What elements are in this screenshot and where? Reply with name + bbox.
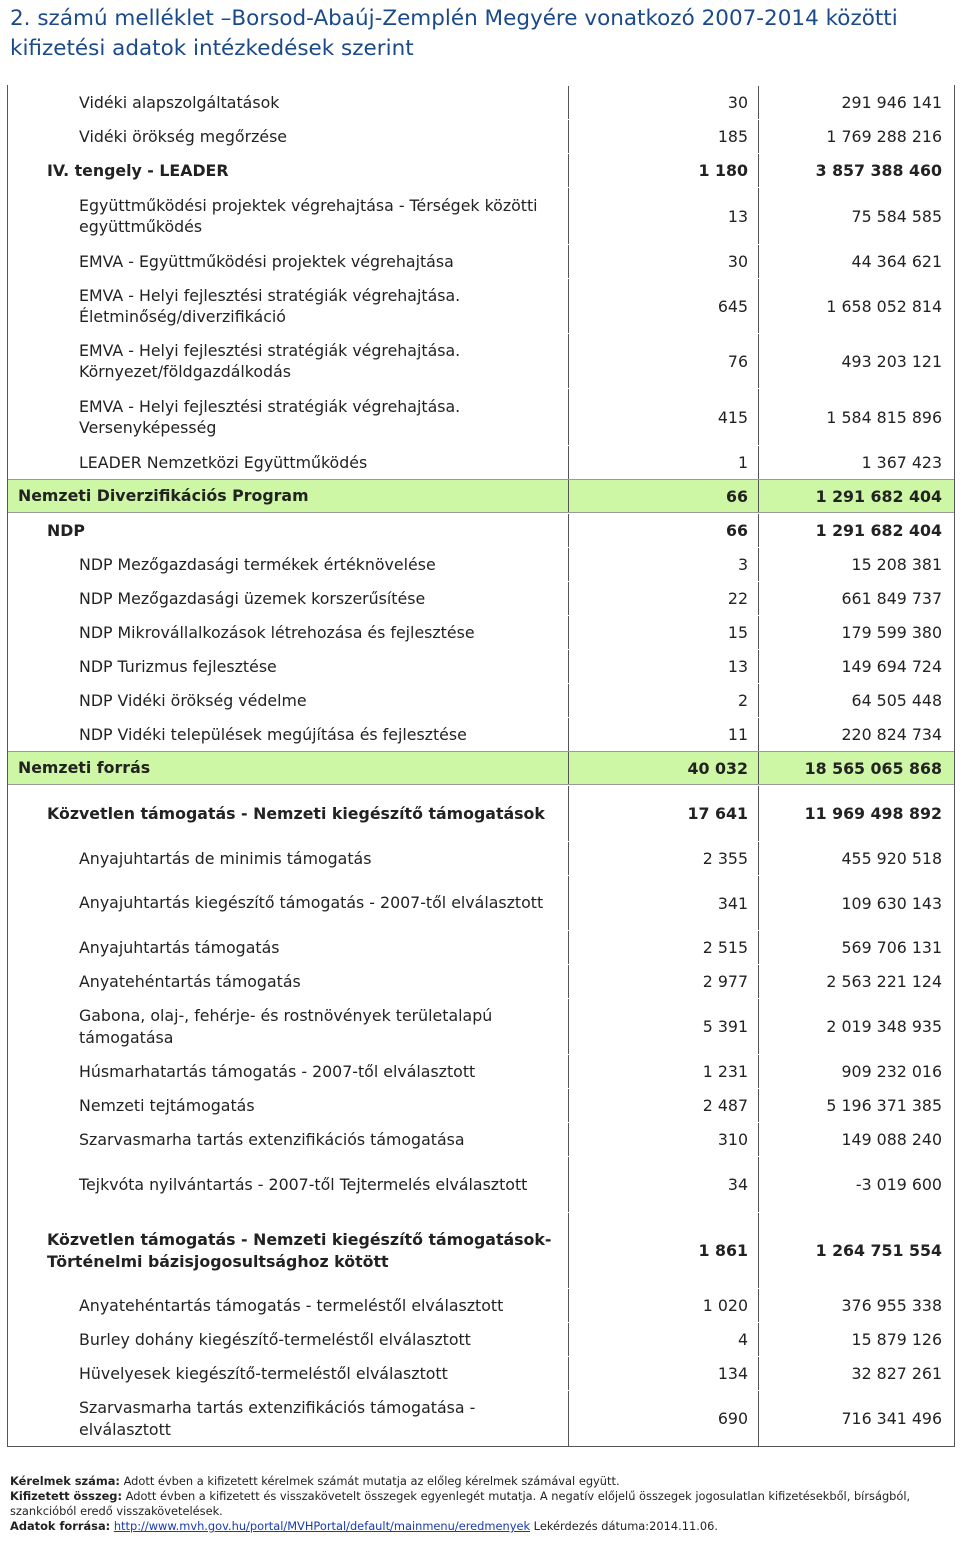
table-row — [8, 333, 954, 388]
row-amount: 3 857 388 460 — [758, 154, 954, 187]
row-count: 22 — [568, 582, 758, 615]
source-link[interactable]: http://www.mvh.gov.hu/portal/MVHPortal/default/mainmenu/eredmenyek — [113, 1519, 531, 1533]
row-amount: 1 584 815 896 — [758, 389, 954, 445]
row-count: 645 — [568, 279, 758, 333]
table-row — [8, 1088, 954, 1122]
row-label: EMVA - Helyi fejlesztési stratégiák végrehajtása. Versenyképesség — [79, 396, 461, 437]
row-amount: 15 208 381 — [758, 548, 954, 581]
row-label: EMVA - Helyi fejlesztési stratégiák végrehajtása. Környezet/földgazdálkodás — [79, 340, 461, 381]
footnote-source-label: Adatok forrása: — [10, 1519, 111, 1533]
row-label: EMVA - Együttműködési projektek végrehajtása — [79, 251, 454, 271]
row-count: 134 — [568, 1357, 758, 1390]
row-count: 1 231 — [568, 1055, 758, 1088]
row-count: 66 — [568, 514, 758, 547]
row-label: Nemzeti forrás — [18, 758, 151, 778]
row-amount: 569 706 131 — [758, 931, 954, 964]
row-amount: 2 563 221 124 — [758, 965, 954, 998]
row-label: NDP — [47, 520, 85, 540]
row-label: NDP Mezőgazdasági üzemek korszerűsítése — [79, 588, 426, 608]
table-row — [8, 278, 954, 333]
row-label: NDP Vidéki örökség védelme — [79, 690, 307, 710]
table-row — [8, 751, 954, 785]
table-row — [8, 785, 954, 841]
table-row — [8, 683, 954, 717]
row-label: Vidéki alapszolgáltatások — [79, 92, 280, 112]
row-label: Anyatehéntartás támogatás - termeléstől elválasztott — [79, 1295, 504, 1315]
row-amount: 1 291 682 404 — [758, 514, 954, 547]
row-amount: 1 367 423 — [758, 446, 954, 479]
table-row — [8, 445, 954, 479]
row-amount: 64 505 448 — [758, 684, 954, 717]
row-count: 2 355 — [568, 842, 758, 875]
row-amount: 149 088 240 — [758, 1123, 954, 1156]
row-count: 13 — [568, 188, 758, 244]
payment-table — [7, 85, 955, 1447]
row-label: Anyatehéntartás támogatás — [79, 971, 301, 991]
row-count: 13 — [568, 650, 758, 683]
row-count: 76 — [568, 334, 758, 388]
row-count: 1 — [568, 446, 758, 479]
row-count: 34 — [568, 1157, 758, 1212]
row-count: 2 487 — [568, 1089, 758, 1122]
row-label: Szarvasmarha tartás extenzifikációs támogatása — [79, 1129, 465, 1149]
table-row — [8, 649, 954, 683]
row-label: Nemzeti tejtámogatás — [79, 1095, 255, 1115]
row-label: EMVA - Helyi fejlesztési stratégiák végrehajtása. Életminőség/diverzifikáció — [79, 285, 461, 326]
row-count: 11 — [568, 718, 758, 751]
row-amount: 5 196 371 385 — [758, 1089, 954, 1122]
row-amount: 291 946 141 — [758, 86, 954, 119]
row-count: 2 977 — [568, 965, 758, 998]
row-count: 4 — [568, 1323, 758, 1356]
row-label: Közvetlen támogatás - Nemzeti kiegészítő támogatások-Történelmi bázisjogosultsághoz kötött — [47, 1230, 552, 1271]
row-label: Húsmarhatartás támogatás - 2007-től elválasztott — [79, 1061, 476, 1081]
row-amount: 44 364 621 — [758, 245, 954, 278]
query-date: Lekérdezés dátuma:2014.11.06. — [530, 1519, 718, 1533]
table-row — [8, 841, 954, 875]
row-count: 2 515 — [568, 931, 758, 964]
row-count: 15 — [568, 616, 758, 649]
row-label: Anyajuhtartás kiegészítő támogatás - 2007-től elválasztott — [79, 893, 544, 913]
table-row — [8, 153, 954, 187]
row-count: 40 032 — [568, 752, 758, 784]
row-amount: 109 630 143 — [758, 876, 954, 930]
table-row — [8, 547, 954, 581]
row-count: 2 — [568, 684, 758, 717]
row-count: 341 — [568, 876, 758, 930]
footnote-paid-label: Kifizetett összeg: — [10, 1489, 123, 1503]
table-row — [8, 119, 954, 153]
footnote-paid — [10, 1489, 950, 1519]
row-amount: 455 920 518 — [758, 842, 954, 875]
row-count: 1 020 — [568, 1289, 758, 1322]
row-label: Hüvelyesek kiegészítő-termeléstől elválasztott — [79, 1363, 448, 1383]
row-label: NDP Turizmus fejlesztése — [79, 656, 277, 676]
footnotes — [10, 1474, 950, 1534]
page-title: 2. számú melléklet –Borsod-Abaúj-Zemplén Megyére vonatkozó 2007-2014 közötti kifizetési adatok intézkedések szerint — [10, 6, 898, 61]
row-count: 3 — [568, 548, 758, 581]
table-row — [8, 930, 954, 964]
row-label: LEADER Nemzetközi Együttműködés — [79, 452, 368, 472]
row-label: Gabona, olaj-, fehérje- és rostnövények területalapú támogatása — [79, 1006, 493, 1047]
table-row — [8, 998, 954, 1054]
row-label: NDP Vidéki települések megújítása és fejlesztése — [79, 724, 467, 744]
table-row — [8, 875, 954, 930]
row-label: Közvetlen támogatás - Nemzeti kiegészítő támogatások — [47, 803, 545, 823]
row-amount: 1 264 751 554 — [758, 1213, 954, 1288]
footnote-source — [10, 1519, 950, 1534]
row-count: 415 — [568, 389, 758, 445]
row-amount: 32 827 261 — [758, 1357, 954, 1390]
row-amount: 661 849 737 — [758, 582, 954, 615]
row-amount: 1 658 052 814 — [758, 279, 954, 333]
table-row — [8, 1356, 954, 1390]
table-row — [8, 581, 954, 615]
row-amount: 15 879 126 — [758, 1323, 954, 1356]
row-label: Együttműködési projektek végrehajtása - Térségek közötti együttműködés — [79, 195, 538, 236]
row-amount: 493 203 121 — [758, 334, 954, 388]
row-count: 30 — [568, 86, 758, 119]
table-row — [8, 1322, 954, 1356]
table-row — [8, 1390, 954, 1446]
table-row — [8, 1212, 954, 1288]
row-label: Vidéki örökség megőrzése — [79, 126, 288, 146]
row-amount: 376 955 338 — [758, 1289, 954, 1322]
footnote-requests — [10, 1474, 950, 1489]
row-amount: 1 291 682 404 — [758, 480, 954, 512]
table-row — [8, 244, 954, 278]
row-count: 185 — [568, 120, 758, 153]
row-count: 1 180 — [568, 154, 758, 187]
footnote-paid-text: Adott évben a kifizetett és visszakövetelt összegek egyenlegét mutatja. A negatív előjelű összegek jogosulatlan kifizetésekből, bírságból, szankcióból eredő visszakövetelések. — [10, 1489, 911, 1518]
table-row — [8, 717, 954, 751]
table-row — [8, 388, 954, 445]
row-amount: 220 824 734 — [758, 718, 954, 751]
row-amount: 75 584 585 — [758, 188, 954, 244]
row-label: IV. tengely - LEADER — [47, 160, 229, 180]
table-row — [8, 615, 954, 649]
table-row — [8, 85, 954, 119]
row-count: 1 861 — [568, 1213, 758, 1288]
row-label: Tejkvóta nyilvántartás - 2007-től Tejtermelés elválasztott — [79, 1174, 528, 1194]
row-amount: 716 341 496 — [758, 1391, 954, 1446]
row-count: 66 — [568, 480, 758, 512]
row-amount: 1 769 288 216 — [758, 120, 954, 153]
table-row — [8, 1288, 954, 1322]
row-label: NDP Mikrovállalkozások létrehozása és fejlesztése — [79, 622, 475, 642]
footnote-requests-text: Adott évben a kifizetett kérelmek számát mutatja az előleg kérelmek számával együtt. — [119, 1474, 620, 1488]
row-label: Burley dohány kiegészítő-termeléstől elválasztott — [79, 1329, 471, 1349]
row-amount: 149 694 724 — [758, 650, 954, 683]
table-row — [8, 1122, 954, 1156]
table-row — [8, 1156, 954, 1212]
row-label: NDP Mezőgazdasági termékek értéknövelése — [79, 554, 436, 574]
row-count: 5 391 — [568, 999, 758, 1054]
table-row — [8, 1054, 954, 1088]
row-label: Anyajuhtartás támogatás — [79, 937, 280, 957]
table-row — [8, 513, 954, 547]
row-count: 17 641 — [568, 786, 758, 841]
table-row — [8, 187, 954, 244]
footnote-requests-label: Kérelmek száma: — [10, 1474, 120, 1488]
row-count: 690 — [568, 1391, 758, 1446]
row-count: 30 — [568, 245, 758, 278]
row-count: 310 — [568, 1123, 758, 1156]
row-amount: 909 232 016 — [758, 1055, 954, 1088]
row-amount: 179 599 380 — [758, 616, 954, 649]
row-amount: -3 019 600 — [758, 1157, 954, 1212]
table-row — [8, 964, 954, 998]
row-label: Anyajuhtartás de minimis támogatás — [79, 848, 372, 868]
row-label: Nemzeti Diverzifikációs Program — [18, 486, 309, 506]
row-amount: 2 019 348 935 — [758, 999, 954, 1054]
row-amount: 18 565 065 868 — [758, 752, 954, 784]
row-label: Szarvasmarha tartás extenzifikációs támogatása - elválasztott — [79, 1398, 476, 1439]
table-row — [8, 479, 954, 513]
row-amount: 11 969 498 892 — [758, 786, 954, 841]
